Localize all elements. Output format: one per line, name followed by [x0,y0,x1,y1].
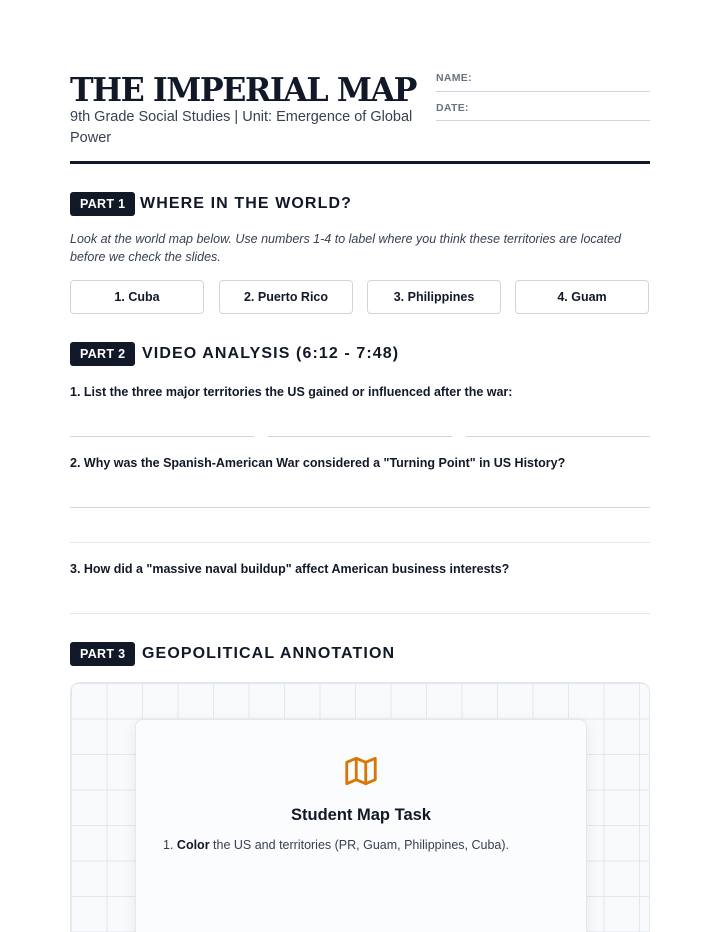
answer-line-1a[interactable] [70,436,254,437]
map-grid-area [70,682,650,932]
territory-box-cuba: 1. Cuba [70,280,204,314]
page-subtitle: 9th Grade Social Studies | Unit: Emergence of Global Power [70,109,413,146]
card-title: Student Map Task [291,806,431,824]
question-2: 2. Why was the Spanish-American War considered a "Turning Point" in US History? [70,456,566,470]
task-text: the US and territories (PR, Guam, Philippines, Cuba). [213,838,510,852]
territory-box-philippines: 3. Philippines [367,280,501,314]
answer-line-2b[interactable] [70,542,650,543]
map-task-card [135,719,587,932]
name-field[interactable] [436,91,650,92]
page-title: THE IMPERIAL MAP [70,70,417,109]
card-task-1 [163,838,509,852]
territory-box-guam: 4. Guam [515,280,649,314]
date-label: DATE: [436,102,469,114]
date-field[interactable] [436,120,650,121]
name-label: NAME: [436,72,472,84]
question-3: 3. How did a "massive naval buildup" affect American business interests? [70,562,510,576]
worksheet-header [70,68,650,164]
part-3-title: GEOPOLITICAL ANNOTATION [142,645,396,662]
part-3-badge: PART 3 [70,642,135,666]
task-verb: Color [176,838,210,852]
answer-line-1b[interactable] [268,436,452,437]
answer-line-1c[interactable] [466,436,650,437]
part-2-badge: PART 2 [70,342,135,366]
part-2-title: VIDEO ANALYSIS (6:12 - 7:48) [142,345,400,362]
map-icon [342,752,380,790]
part-1-title: WHERE IN THE WORLD? [140,195,352,212]
answer-line-2a[interactable] [70,507,650,508]
answer-line-3[interactable] [70,613,650,614]
territory-box-puerto-rico: 2. Puerto Rico [219,280,353,314]
part-1-badge: PART 1 [70,192,135,216]
question-1: 1. List the three major territories the US gained or influenced after the war: [70,385,513,399]
task-number: 1. [163,838,174,852]
part-1-instruction: Look at the world map below. Use numbers 1-4 to label where you think these territories are located before we check the slides. [70,232,621,264]
